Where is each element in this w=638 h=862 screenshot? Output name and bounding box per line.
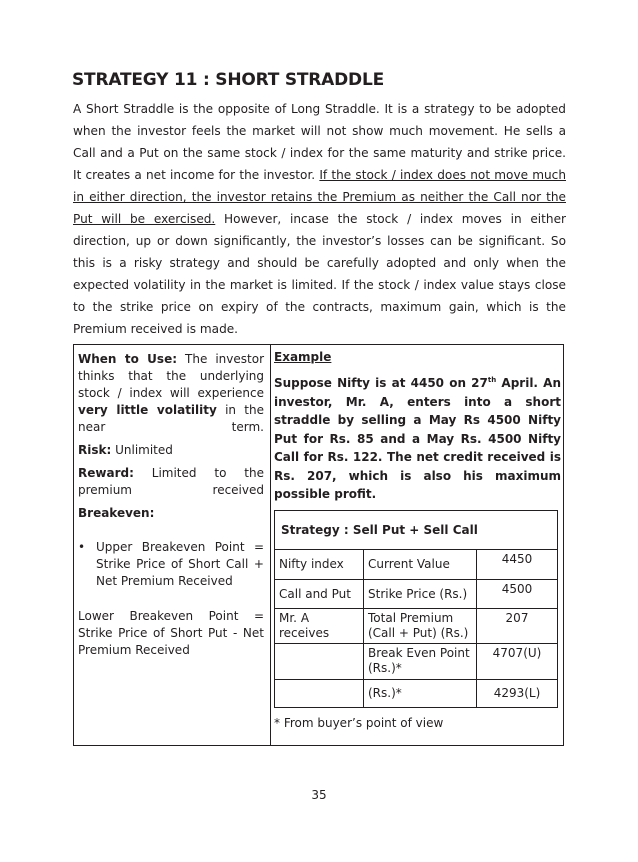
right-column <box>274 349 562 730</box>
example-sup: th <box>487 376 497 384</box>
table-cell: 4500 <box>477 580 558 609</box>
example-text-1: Suppose Nifty is at 4450 on 27 <box>274 376 488 390</box>
example-heading: Example <box>274 350 332 364</box>
table-cell: 4450 <box>477 550 558 580</box>
table-row <box>275 680 558 708</box>
when-text-1: The investor thinks that the underlying stock / index will experience <box>78 352 265 400</box>
table-row <box>275 644 558 680</box>
table-cell: Break Even Point (Rs.)* <box>364 644 477 680</box>
when-bold: very little volatility <box>78 403 217 417</box>
left-column <box>78 351 264 659</box>
strategy-table <box>274 510 558 708</box>
table-cell: Current Value <box>364 550 477 580</box>
when-text-2: in the near term. <box>78 403 264 434</box>
intro-text-before: A Short Straddle is the opposite of Long Straddle. It is a strategy to be adopted when the investor feels the market will not show much movement. He sells a Call and a Put on the same stock / index for the same maturity and strike price. It creates a net income for the investor. <box>73 102 566 182</box>
when-label: When to Use: <box>78 352 178 366</box>
table-header-row <box>275 511 558 550</box>
reward-label: Reward: <box>78 466 134 480</box>
table-cell: Call and Put <box>275 580 364 609</box>
table-footnote: * From buyer’s point of view <box>274 716 444 730</box>
table-row <box>275 609 558 644</box>
table-cell: (Rs.)* <box>364 680 477 708</box>
risk-label: Risk: <box>78 443 112 457</box>
risk-value: Unlimited <box>111 443 173 457</box>
table-cell <box>275 644 364 680</box>
table-row <box>275 580 558 609</box>
table-cell: 4293(L) <box>477 680 558 708</box>
intro-text-after: However, incase the stock / index moves in either direction, up or down significantly, the investor’s losses can be significant. So this is a risky strategy and should be carefully adopted and only when the expected volatility in the market is limited. If the stock / index value stays close to the strike price on expiry of the contracts, maximum gain, which is the Premium received is made. <box>73 212 566 336</box>
example-text <box>274 371 561 504</box>
risk-line <box>78 442 264 459</box>
upper-bep-item <box>78 539 264 590</box>
breakeven-heading <box>78 505 264 522</box>
reward-value: Limited to the premium received <box>78 466 264 497</box>
table-cell: 4707(U) <box>477 644 558 680</box>
intro-paragraph <box>73 98 566 340</box>
table-header: Strategy : Sell Put + Sell Call <box>275 511 558 550</box>
table-cell <box>275 680 364 708</box>
column-divider <box>270 345 271 745</box>
table-row <box>275 550 558 580</box>
breakeven-label: Breakeven: <box>78 506 155 520</box>
reward-line <box>78 465 264 499</box>
intro-underlined-text: If the stock / index does not move much in either direction, the investor retains the Premium as neither the Call nor the Put will be exercised. <box>73 168 566 226</box>
strategy-box <box>73 344 564 746</box>
table-cell: Strike Price (Rs.) <box>364 580 477 609</box>
bullet-icon: • <box>78 540 86 554</box>
when-to-use <box>78 351 264 436</box>
table-cell: Nifty index <box>275 550 364 580</box>
section-title: STRATEGY 11 : SHORT STRADDLE <box>72 70 384 90</box>
lower-bep-text: Lower Breakeven Point = Strike Price of Short Put - Net Premium Received <box>78 609 264 657</box>
table-cell: Total Premium (Call + Put) (Rs.) <box>364 609 477 644</box>
upper-bep-text: Upper Breakeven Point = Strike Price of Short Call + Net Premium Received <box>96 540 264 588</box>
example-text-2: April. An investor, Mr. A, enters into a short straddle by selling a May Rs 4500 Nifty Put for Rs. 85 and a May Rs. 4500 Nifty Call for Rs. 122. The net credit received is Rs. 207, which is also his maximum possible profit. <box>274 376 562 501</box>
table-cell: Mr. A receives <box>275 609 364 644</box>
table-cell: 207 <box>477 609 558 644</box>
page-number: 35 <box>311 788 327 802</box>
